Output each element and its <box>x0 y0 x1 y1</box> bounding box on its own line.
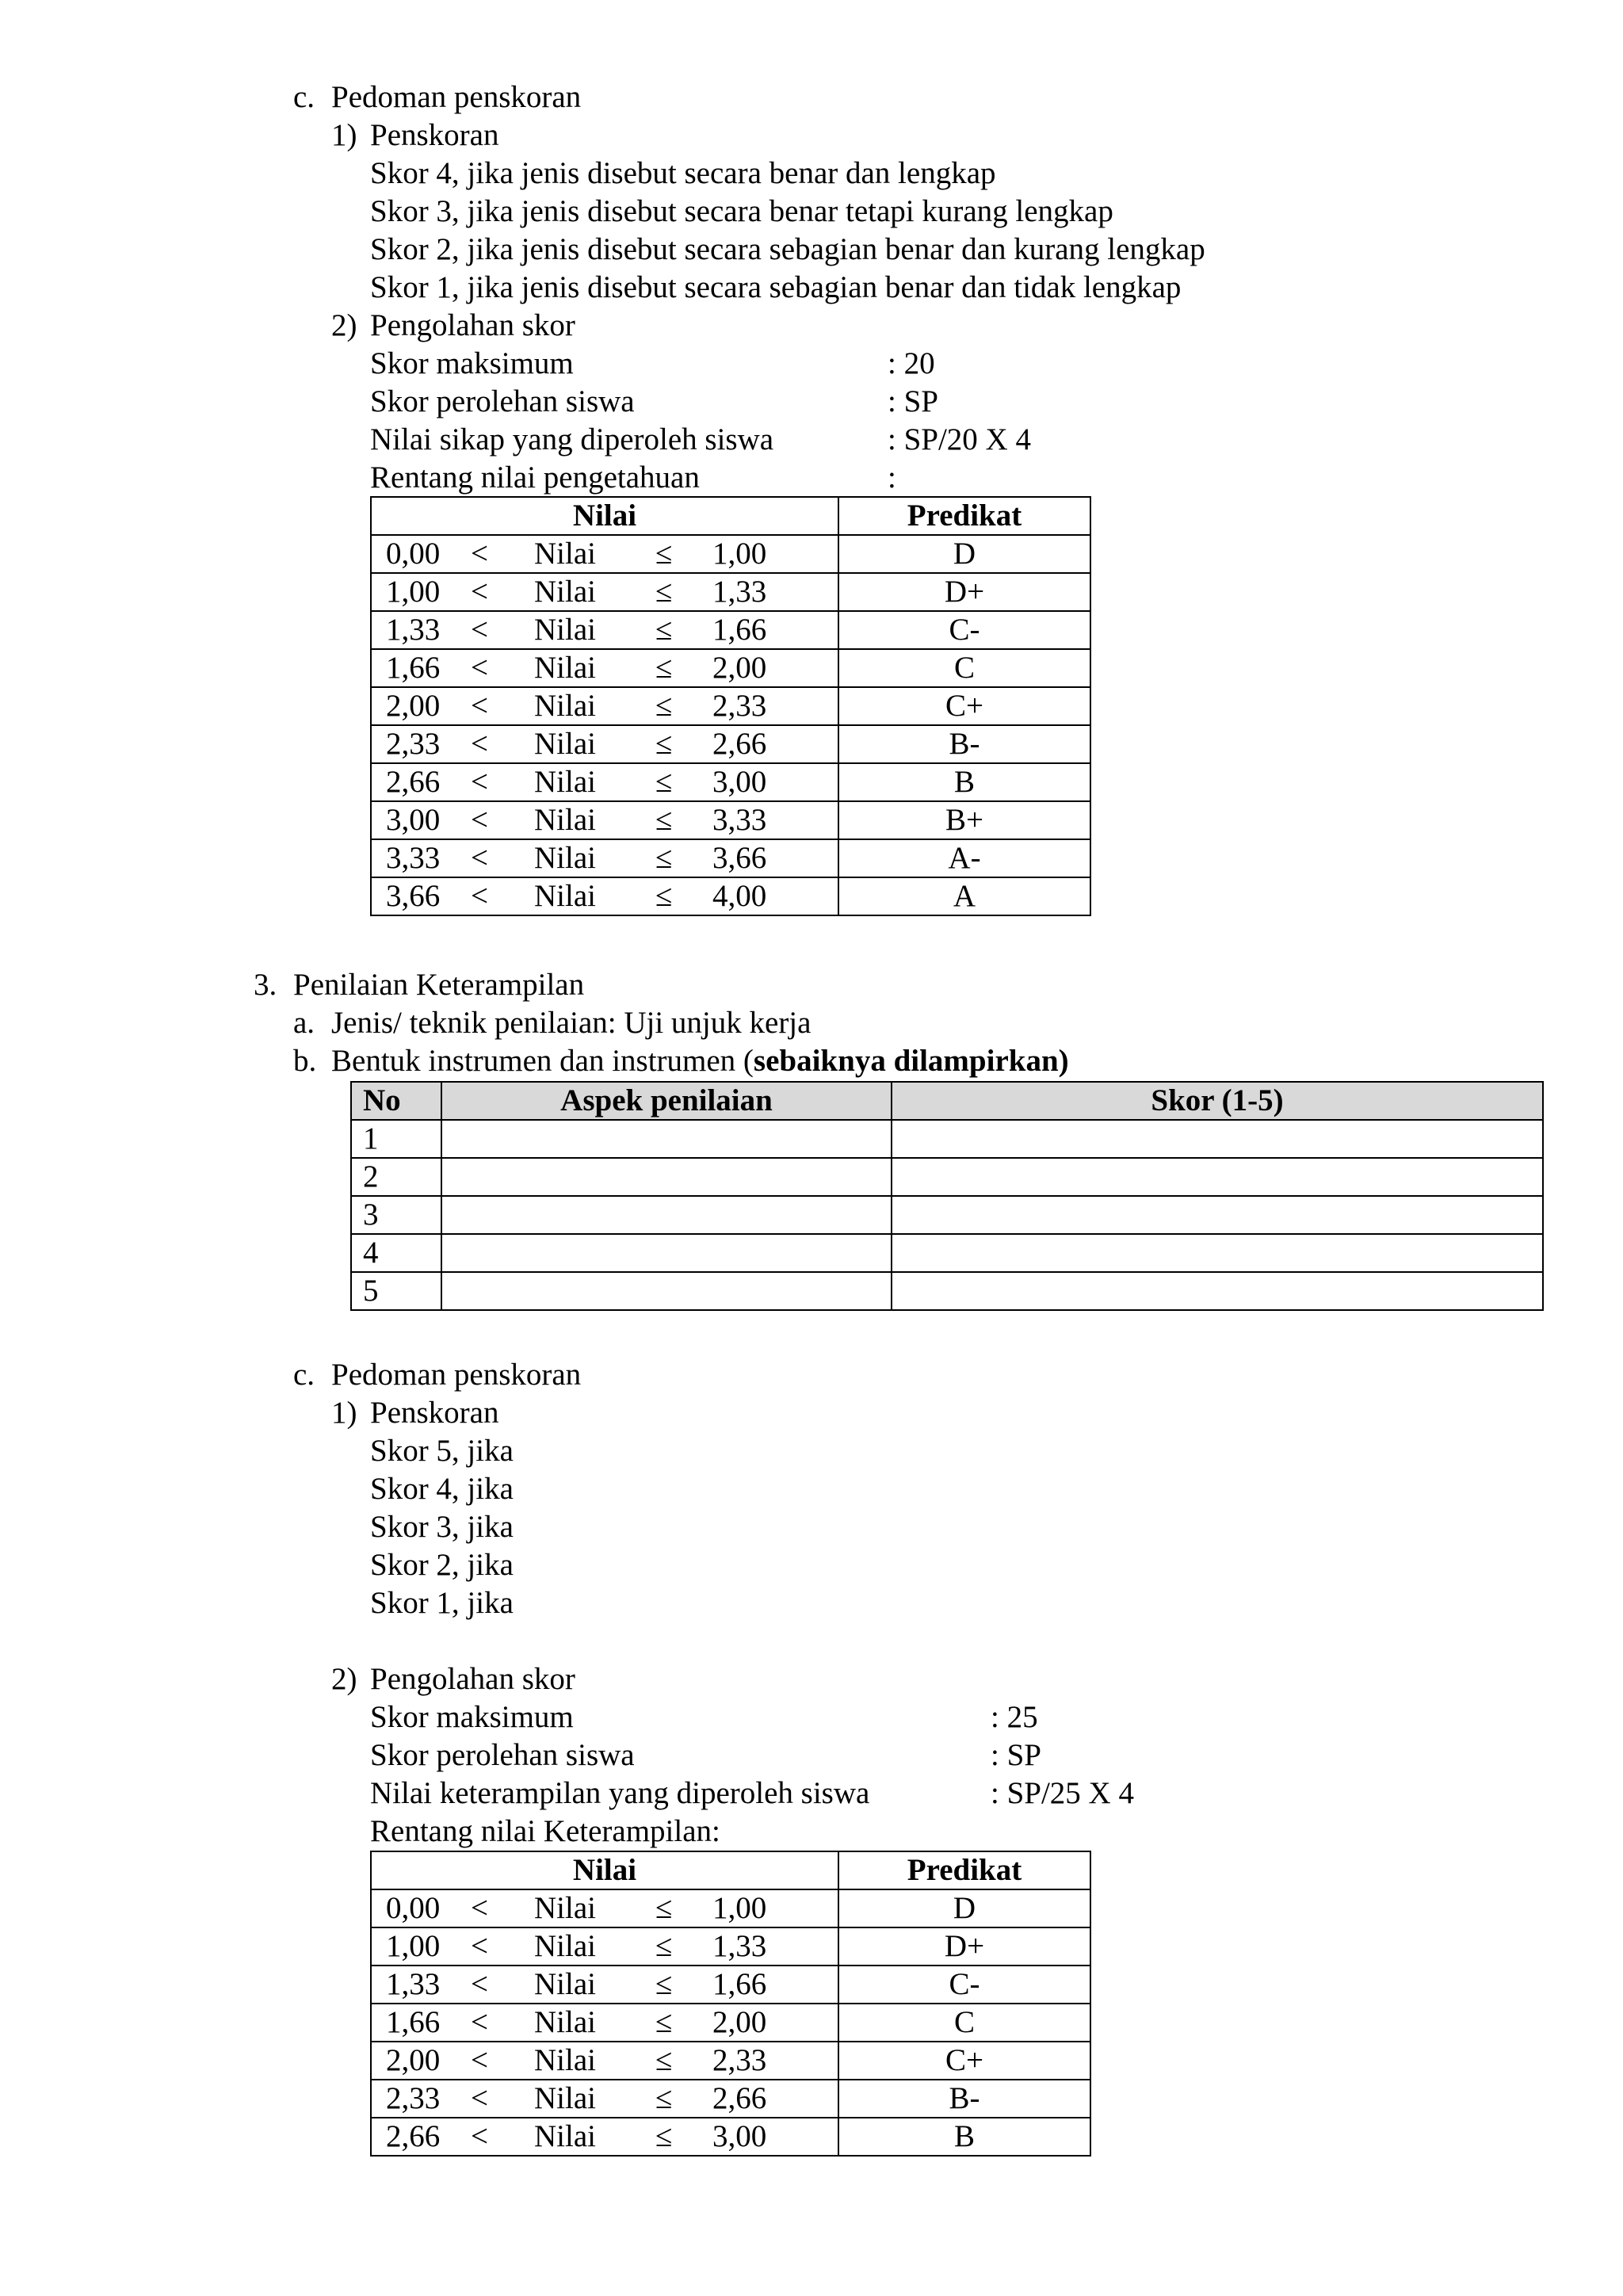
table-row <box>371 1889 1090 1927</box>
score-cell[interactable] <box>892 1234 1543 1272</box>
predikat-cell: C- <box>838 611 1090 649</box>
predikat-cell: A <box>838 877 1090 915</box>
scoring-guide-knowledge <box>0 78 1623 497</box>
scoring-guide-skills <box>0 1356 1623 1851</box>
table-row <box>371 801 1090 839</box>
list-marker: a. <box>293 1006 315 1040</box>
range-low: 1,66 <box>386 651 441 685</box>
score-cell[interactable] <box>892 1158 1543 1196</box>
skills-grade-table <box>370 1851 1091 2157</box>
score-criterion <box>0 269 1623 307</box>
subheading-1 <box>0 1394 1623 1432</box>
nilai-range-cell <box>371 2042 838 2080</box>
nilai-range-cell <box>371 573 838 611</box>
range-op2: ≤ <box>655 651 673 685</box>
heading-text: Pedoman penskoran <box>331 1358 582 1392</box>
score-criterion-text: Skor 3, jika jenis disebut secara benar tetapi kurang lengkap <box>370 194 1113 228</box>
subheading-2 <box>0 1660 1623 1698</box>
range-word: Nilai <box>534 1929 596 1963</box>
processing-row <box>0 1698 1623 1736</box>
processing-value: : 20 <box>888 346 935 380</box>
score-criterion-text: Skor 1, jika jenis disebut secara sebagian benar dan tidak lengkap <box>370 270 1182 304</box>
range-op2: ≤ <box>655 2119 673 2153</box>
table-row <box>371 725 1090 763</box>
list-marker: 1) <box>331 1396 357 1430</box>
table-row <box>371 839 1090 877</box>
header-no: No <box>351 1082 441 1120</box>
processing-row <box>0 345 1623 383</box>
range-word: Nilai <box>534 2119 596 2153</box>
table-row <box>371 763 1090 801</box>
range-op1: < <box>471 651 488 685</box>
predikat-cell: C <box>838 2004 1090 2042</box>
processing-label: Skor perolehan siswa <box>370 384 635 418</box>
table-row <box>351 1272 1543 1310</box>
range-op2: ≤ <box>655 841 673 875</box>
range-high: 3,00 <box>712 765 767 799</box>
row-number: 1 <box>351 1120 441 1158</box>
range-op1: < <box>471 2043 488 2077</box>
range-word: Nilai <box>534 2043 596 2077</box>
processing-label: Nilai sikap yang diperoleh siswa <box>370 422 774 457</box>
table-row <box>351 1234 1543 1272</box>
score-processing-list <box>0 345 1623 497</box>
table-row <box>351 1158 1543 1196</box>
range-high: 2,00 <box>712 651 767 685</box>
heading-c <box>0 1356 1623 1394</box>
score-criterion <box>0 1546 1623 1584</box>
table-row <box>371 2118 1090 2156</box>
range-high: 4,00 <box>712 879 767 913</box>
range-high: 2,33 <box>712 689 767 723</box>
score-criterion <box>0 193 1623 231</box>
predikat-cell: D+ <box>838 1927 1090 1966</box>
score-processing-list <box>0 1698 1623 1813</box>
range-op2: ≤ <box>655 689 673 723</box>
predikat-cell: D+ <box>838 573 1090 611</box>
range-low: 1,00 <box>386 575 441 609</box>
range-op1: < <box>471 1929 488 1963</box>
predikat-cell: C+ <box>838 687 1090 725</box>
range-op1: < <box>471 2081 488 2115</box>
range-low: 0,00 <box>386 537 441 571</box>
range-high: 2,66 <box>712 2081 767 2115</box>
table-row <box>371 877 1090 915</box>
table-row <box>371 535 1090 573</box>
range-op2: ≤ <box>655 765 673 799</box>
range-word: Nilai <box>534 2081 596 2115</box>
range-high: 3,00 <box>712 2119 767 2153</box>
range-word: Nilai <box>534 1967 596 2001</box>
range-low: 2,66 <box>386 765 441 799</box>
processing-row <box>0 1775 1623 1813</box>
predikat-cell: D <box>838 535 1090 573</box>
predikat-cell: D <box>838 1889 1090 1927</box>
row-number: 4 <box>351 1234 441 1272</box>
header-predikat: Predikat <box>838 497 1090 535</box>
range-low: 2,66 <box>386 2119 441 2153</box>
predikat-cell: A- <box>838 839 1090 877</box>
heading-c <box>0 78 1623 117</box>
score-criterion-text: Skor 2, jika <box>370 1548 514 1582</box>
range-word: Nilai <box>534 841 596 875</box>
range-high: 1,66 <box>712 1967 767 2001</box>
range-op1: < <box>471 841 488 875</box>
range-high: 2,33 <box>712 2043 767 2077</box>
range-low: 1,33 <box>386 613 441 647</box>
range-word: Nilai <box>534 575 596 609</box>
predikat-cell: B <box>838 2118 1090 2156</box>
range-high: 3,33 <box>712 803 767 837</box>
range-low: 2,33 <box>386 2081 441 2115</box>
processing-label: Skor perolehan siswa <box>370 1738 635 1772</box>
subheading-text: Penskoran <box>370 1396 499 1430</box>
heading-text: Pedoman penskoran <box>331 80 582 114</box>
predikat-cell: B+ <box>838 801 1090 839</box>
processing-label: Nilai keterampilan yang diperoleh siswa <box>370 1776 870 1810</box>
table-row <box>371 1966 1090 2004</box>
range-op2: ≤ <box>655 1929 673 1963</box>
range-high: 1,66 <box>712 613 767 647</box>
range-low: 2,00 <box>386 2043 441 2077</box>
nilai-range-cell <box>371 801 838 839</box>
score-criteria-list <box>0 1432 1623 1622</box>
header-nilai: Nilai <box>371 497 838 535</box>
item-text: Jenis/ teknik penilaian: Uji unjuk kerja <box>331 1006 812 1040</box>
list-marker: c. <box>293 80 315 114</box>
header-nilai: Nilai <box>371 1851 838 1889</box>
range-low: 1,66 <box>386 2005 441 2039</box>
item-b <box>0 1042 1623 1080</box>
item-text-plain: Bentuk instrumen dan instrumen ( <box>331 1044 754 1078</box>
predikat-cell: C- <box>838 1966 1090 2004</box>
aspect-cell[interactable] <box>441 1158 892 1196</box>
nilai-range-cell <box>371 1966 838 2004</box>
processing-value: : SP <box>991 1738 1041 1772</box>
range-low: 2,00 <box>386 689 441 723</box>
subheading-text: Pengolahan skor <box>370 308 575 342</box>
processing-value: : <box>888 460 896 495</box>
item-a <box>0 1004 1623 1042</box>
nilai-range-cell <box>371 839 838 877</box>
range-op1: < <box>471 575 488 609</box>
table-row <box>351 1196 1543 1234</box>
subheading-2 <box>0 307 1623 345</box>
range-op1: < <box>471 879 488 913</box>
table-header-row <box>371 1851 1090 1889</box>
score-criterion-text: Skor 5, jika <box>370 1434 514 1468</box>
row-number: 2 <box>351 1158 441 1196</box>
range-word: Nilai <box>534 765 596 799</box>
aspect-cell[interactable] <box>441 1272 892 1310</box>
nilai-range-cell <box>371 2080 838 2118</box>
item-text-bold: sebaiknya dilampirkan) <box>753 1044 1069 1078</box>
range-op1: < <box>471 613 488 647</box>
processing-label: Rentang nilai pengetahuan <box>370 460 700 495</box>
range-op2: ≤ <box>655 727 673 761</box>
range-op2: ≤ <box>655 1891 673 1925</box>
range-high: 2,66 <box>712 727 767 761</box>
header-aspek: Aspek penilaian <box>441 1082 892 1120</box>
table-row <box>371 1927 1090 1966</box>
range-high: 1,00 <box>712 537 767 571</box>
list-marker: 3. <box>254 968 277 1002</box>
range-op1: < <box>471 2005 488 2039</box>
range-op1: < <box>471 765 488 799</box>
table-row <box>371 649 1090 687</box>
range-low: 3,33 <box>386 841 441 875</box>
score-criterion-text: Skor 4, jika jenis disebut secara benar dan lengkap <box>370 156 996 190</box>
score-cell[interactable] <box>892 1120 1543 1158</box>
table-row <box>371 2080 1090 2118</box>
nilai-range-cell <box>371 2004 838 2042</box>
range-low: 3,66 <box>386 879 441 913</box>
nilai-range-cell <box>371 687 838 725</box>
nilai-range-cell <box>371 611 838 649</box>
list-marker: 1) <box>331 118 357 152</box>
score-criterion <box>0 1432 1623 1470</box>
range-op2: ≤ <box>655 2043 673 2077</box>
skills-instrument-table <box>350 1081 1544 1311</box>
range-op2: ≤ <box>655 1967 673 2001</box>
list-marker: 2) <box>331 1662 357 1696</box>
range-word: Nilai <box>534 537 596 571</box>
range-op1: < <box>471 803 488 837</box>
list-marker: c. <box>293 1358 315 1392</box>
skills-assessment-section <box>0 966 1623 1080</box>
nilai-range-cell <box>371 725 838 763</box>
predikat-cell: C+ <box>838 2042 1090 2080</box>
header-skor: Skor (1-5) <box>892 1082 1543 1120</box>
range-op1: < <box>471 537 488 571</box>
score-criterion <box>0 1470 1623 1508</box>
range-label: Rentang nilai Keterampilan: <box>370 1814 720 1848</box>
subheading-text: Penskoran <box>370 118 499 152</box>
list-marker: 2) <box>331 308 357 342</box>
range-word: Nilai <box>534 651 596 685</box>
list-marker: b. <box>293 1044 317 1078</box>
range-op1: < <box>471 727 488 761</box>
range-word: Nilai <box>534 689 596 723</box>
score-criterion-text: Skor 1, jika <box>370 1586 514 1620</box>
table-header-row <box>371 497 1090 535</box>
score-criterion <box>0 1584 1623 1622</box>
processing-value: : SP/20 X 4 <box>888 422 1031 457</box>
range-word: Nilai <box>534 2005 596 2039</box>
range-op2: ≤ <box>655 2005 673 2039</box>
processing-label: Skor maksimum <box>370 1700 574 1734</box>
range-op2: ≤ <box>655 537 673 571</box>
aspect-cell[interactable] <box>441 1196 892 1234</box>
range-low: 2,33 <box>386 727 441 761</box>
range-word: Nilai <box>534 803 596 837</box>
processing-value: : SP/25 X 4 <box>991 1776 1134 1810</box>
table-row <box>371 611 1090 649</box>
score-criterion-text: Skor 4, jika <box>370 1472 514 1506</box>
range-low: 3,00 <box>386 803 441 837</box>
range-op2: ≤ <box>655 575 673 609</box>
predikat-cell: B <box>838 763 1090 801</box>
section-heading <box>0 966 1623 1004</box>
range-high: 1,00 <box>712 1891 767 1925</box>
processing-row <box>0 383 1623 421</box>
table-row <box>371 2042 1090 2080</box>
range-high: 1,33 <box>712 1929 767 1963</box>
range-op1: < <box>471 689 488 723</box>
nilai-range-cell <box>371 763 838 801</box>
processing-label: Skor maksimum <box>370 346 574 380</box>
section-title: Penilaian Keterampilan <box>293 968 585 1002</box>
nilai-range-cell <box>371 1889 838 1927</box>
processing-value: : 25 <box>991 1700 1038 1734</box>
processing-value: : SP <box>888 384 938 418</box>
table-row <box>371 2004 1090 2042</box>
range-op2: ≤ <box>655 879 673 913</box>
range-word: Nilai <box>534 1891 596 1925</box>
subheading-text: Pengolahan skor <box>370 1662 575 1696</box>
range-high: 2,00 <box>712 2005 767 2039</box>
range-low: 1,00 <box>386 1929 441 1963</box>
aspect-cell[interactable] <box>441 1120 892 1158</box>
nilai-range-cell <box>371 2118 838 2156</box>
score-cell[interactable] <box>892 1196 1543 1234</box>
blank-line <box>0 1622 1623 1660</box>
table-row <box>351 1120 1543 1158</box>
score-criterion <box>0 155 1623 193</box>
predikat-cell: B- <box>838 2080 1090 2118</box>
range-word: Nilai <box>534 613 596 647</box>
nilai-range-cell <box>371 1927 838 1966</box>
subheading-1 <box>0 117 1623 155</box>
predikat-cell: C <box>838 649 1090 687</box>
range-op2: ≤ <box>655 2081 673 2115</box>
score-cell[interactable] <box>892 1272 1543 1310</box>
range-label-line <box>0 1813 1623 1851</box>
score-criteria-list <box>0 155 1623 307</box>
aspect-cell[interactable] <box>441 1234 892 1272</box>
header-predikat: Predikat <box>838 1851 1090 1889</box>
nilai-range-cell <box>371 535 838 573</box>
score-criterion-text: Skor 3, jika <box>370 1510 514 1544</box>
score-criterion <box>0 231 1623 269</box>
table-row <box>371 687 1090 725</box>
range-op2: ≤ <box>655 803 673 837</box>
knowledge-grade-table <box>370 496 1091 916</box>
range-high: 3,66 <box>712 841 767 875</box>
range-low: 1,33 <box>386 1967 441 2001</box>
score-criterion <box>0 1508 1623 1546</box>
processing-row <box>0 421 1623 459</box>
score-criterion-text: Skor 2, jika jenis disebut secara sebagian benar dan kurang lengkap <box>370 232 1205 266</box>
table-header-row <box>351 1082 1543 1120</box>
range-op1: < <box>471 2119 488 2153</box>
item-text <box>331 1042 1069 1080</box>
range-op1: < <box>471 1891 488 1925</box>
range-word: Nilai <box>534 727 596 761</box>
row-number: 5 <box>351 1272 441 1310</box>
row-number: 3 <box>351 1196 441 1234</box>
processing-row <box>0 459 1623 497</box>
range-op1: < <box>471 1967 488 2001</box>
range-op2: ≤ <box>655 613 673 647</box>
range-word: Nilai <box>534 879 596 913</box>
table-row <box>371 573 1090 611</box>
processing-row <box>0 1736 1623 1775</box>
range-low: 0,00 <box>386 1891 441 1925</box>
range-high: 1,33 <box>712 575 767 609</box>
predikat-cell: B- <box>838 725 1090 763</box>
nilai-range-cell <box>371 649 838 687</box>
nilai-range-cell <box>371 877 838 915</box>
